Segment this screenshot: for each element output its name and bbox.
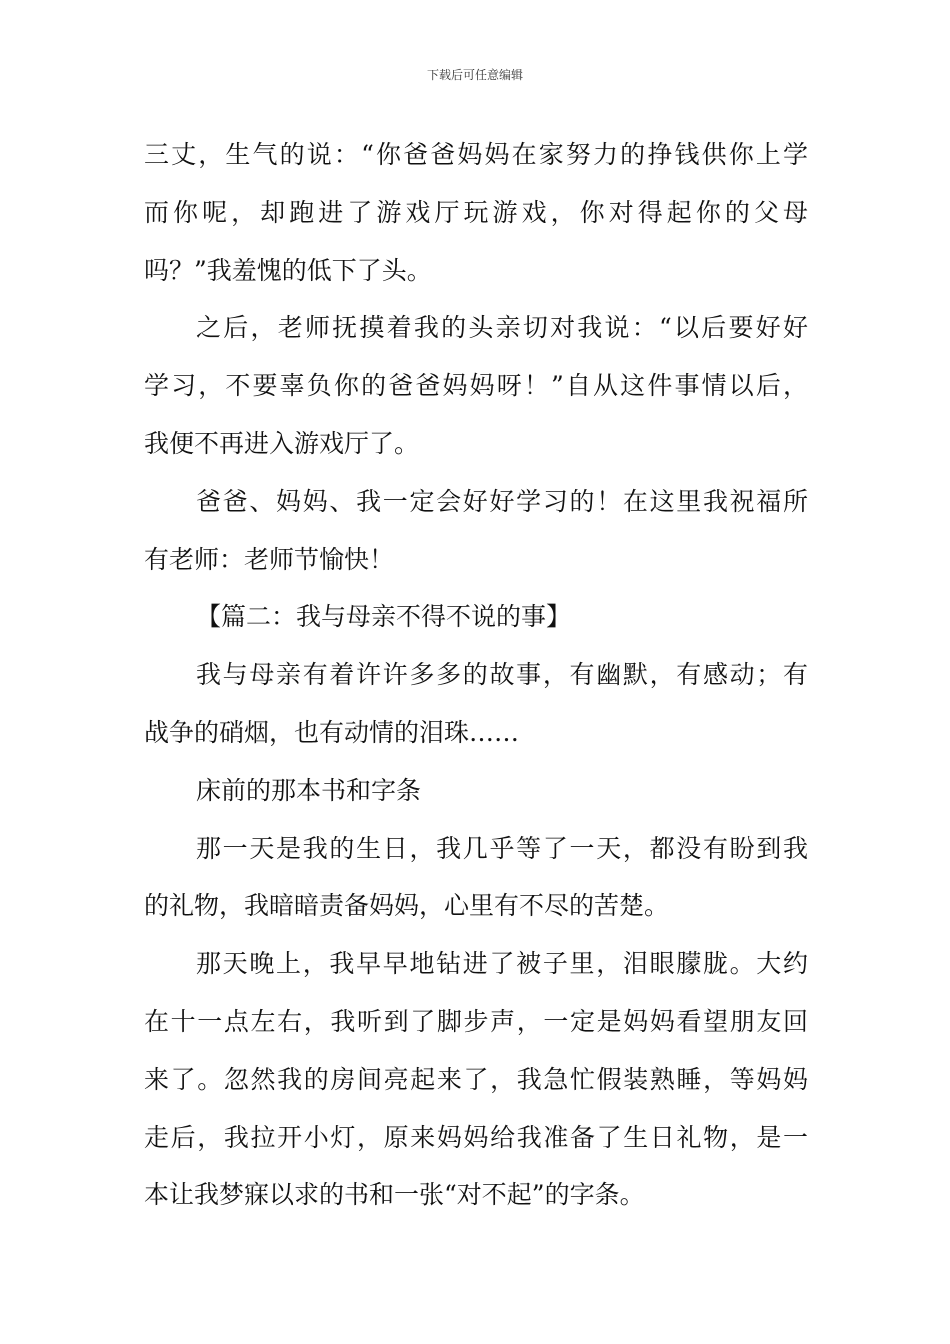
text-line: 那天晚上，我早早地钻进了被子里，泪眼朦胧。大约 bbox=[196, 949, 808, 979]
text-line: 的礼物，我暗暗责备妈妈，心里有不尽的苦楚。 bbox=[144, 891, 670, 921]
section-heading: 【篇二：我与母亲不得不说的事】 bbox=[196, 602, 572, 632]
text-line: 那一天是我的生日，我几乎等了一天，都没有盼到我 bbox=[196, 833, 808, 863]
text-line: 学习，不要辜负你的爸爸妈妈呀！”自从这件事情以后， bbox=[144, 371, 808, 401]
text-line: 我便不再进入游戏厅了。 bbox=[144, 428, 420, 458]
text-line: 而你呢，却跑进了游戏厅玩游戏，你对得起你的父母 bbox=[144, 197, 808, 227]
text-line: 有老师：老师节愉快！ bbox=[144, 544, 395, 574]
subheading: 床前的那本书和字条 bbox=[196, 775, 422, 805]
text-line: 战争的硝烟，也有动情的泪珠…… bbox=[144, 717, 520, 747]
text-line: 在十一点左右，我听到了脚步声，一定是妈妈看望朋友回 bbox=[144, 1006, 808, 1036]
text-line: 爸爸、妈妈、我一定会好好学习的！在这里我祝福所 bbox=[196, 486, 808, 516]
text-line: 之后，老师抚摸着我的头亲切对我说：“以后要好好 bbox=[196, 313, 808, 343]
text-line: 三丈，生气的说：“你爸爸妈妈在家努力的挣钱供你上学 bbox=[144, 140, 808, 169]
page-header-note: 下载后可任意编辑 bbox=[426, 68, 523, 82]
text-line: 吗？”我羞愧的低下了头。 bbox=[144, 255, 432, 285]
text-line: 我与母亲有着许许多多的故事，有幽默，有感动；有 bbox=[196, 660, 808, 690]
text-line: 走后，我拉开小灯，原来妈妈给我准备了生日礼物，是一 bbox=[144, 1122, 808, 1152]
text-line: 来了。忽然我的房间亮起来了，我急忙假装熟睡，等妈妈 bbox=[144, 1064, 808, 1094]
document-body bbox=[144, 126, 808, 1224]
text-line: 本让我梦寐以求的书和一张“对不起”的字条。 bbox=[144, 1180, 645, 1210]
